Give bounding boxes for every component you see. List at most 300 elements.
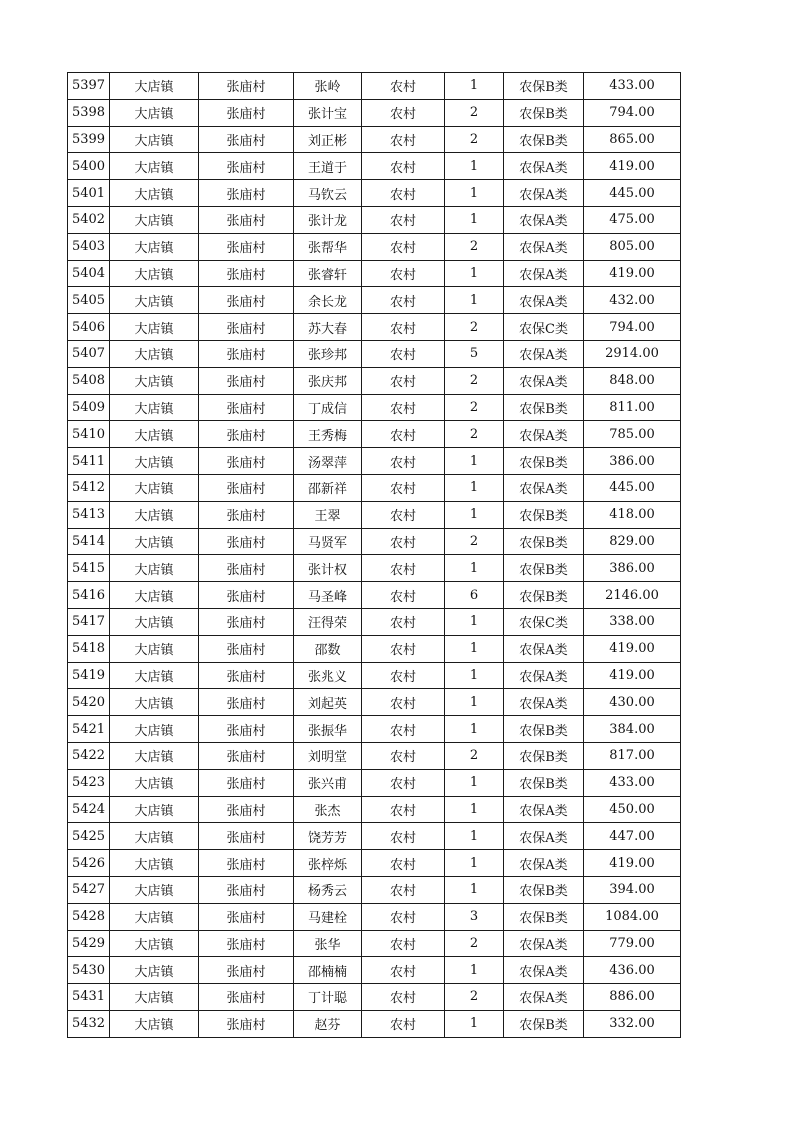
village-cell: 张庙村	[199, 850, 294, 877]
record-id-cell: 5402	[68, 206, 110, 233]
household-count-cell: 2	[445, 394, 504, 421]
household-count-cell: 1	[445, 448, 504, 475]
household-count-cell: 1	[445, 662, 504, 689]
table-row	[68, 126, 681, 153]
amount-cell: 794.00	[584, 99, 681, 126]
area-type-cell: 农村	[362, 99, 445, 126]
insurance-category-cell: 农保A类	[504, 233, 584, 260]
household-count-cell: 1	[445, 260, 504, 287]
record-id-cell: 5420	[68, 689, 110, 716]
person-name-cell: 刘正彬	[294, 126, 362, 153]
village-cell: 张庙村	[199, 99, 294, 126]
table-row	[68, 850, 681, 877]
area-type-cell: 农村	[362, 421, 445, 448]
amount-cell: 829.00	[584, 528, 681, 555]
table-row	[68, 287, 681, 314]
person-name-cell: 邵数	[294, 635, 362, 662]
table-row	[68, 99, 681, 126]
record-id-cell: 5417	[68, 608, 110, 635]
person-name-cell: 马建栓	[294, 903, 362, 930]
amount-cell: 418.00	[584, 501, 681, 528]
record-id-cell: 5408	[68, 367, 110, 394]
town-cell: 大店镇	[110, 314, 199, 341]
town-cell: 大店镇	[110, 73, 199, 100]
amount-cell: 886.00	[584, 984, 681, 1011]
area-type-cell: 农村	[362, 716, 445, 743]
amount-cell: 419.00	[584, 153, 681, 180]
household-count-cell: 1	[445, 876, 504, 903]
record-id-cell: 5397	[68, 73, 110, 100]
household-count-cell: 1	[445, 850, 504, 877]
insurance-category-cell: 农保C类	[504, 314, 584, 341]
area-type-cell: 农村	[362, 689, 445, 716]
village-cell: 张庙村	[199, 394, 294, 421]
person-name-cell: 苏大春	[294, 314, 362, 341]
person-name-cell: 汪得荣	[294, 608, 362, 635]
area-type-cell: 农村	[362, 153, 445, 180]
town-cell: 大店镇	[110, 903, 199, 930]
area-type-cell: 农村	[362, 582, 445, 609]
insurance-category-cell: 农保B类	[504, 99, 584, 126]
person-name-cell: 王道于	[294, 153, 362, 180]
record-id-cell: 5407	[68, 340, 110, 367]
record-id-cell: 5403	[68, 233, 110, 260]
village-cell: 张庙村	[199, 474, 294, 501]
village-cell: 张庙村	[199, 448, 294, 475]
household-count-cell: 1	[445, 206, 504, 233]
person-name-cell: 张梓烁	[294, 850, 362, 877]
household-count-cell: 1	[445, 823, 504, 850]
area-type-cell: 农村	[362, 528, 445, 555]
insurance-category-cell: 农保B类	[504, 501, 584, 528]
table-row	[68, 689, 681, 716]
insurance-category-cell: 农保B类	[504, 769, 584, 796]
area-type-cell: 农村	[362, 233, 445, 260]
town-cell: 大店镇	[110, 635, 199, 662]
household-count-cell: 1	[445, 73, 504, 100]
village-cell: 张庙村	[199, 635, 294, 662]
person-name-cell: 马圣峰	[294, 582, 362, 609]
record-id-cell: 5429	[68, 930, 110, 957]
area-type-cell: 农村	[362, 742, 445, 769]
table-row	[68, 260, 681, 287]
table-row	[68, 474, 681, 501]
village-cell: 张庙村	[199, 716, 294, 743]
amount-cell: 817.00	[584, 742, 681, 769]
person-name-cell: 马钦云	[294, 180, 362, 207]
insurance-category-cell: 农保C类	[504, 608, 584, 635]
amount-cell: 848.00	[584, 367, 681, 394]
amount-cell: 2914.00	[584, 340, 681, 367]
table-row	[68, 1010, 681, 1037]
amount-cell: 384.00	[584, 716, 681, 743]
town-cell: 大店镇	[110, 501, 199, 528]
town-cell: 大店镇	[110, 823, 199, 850]
amount-cell: 332.00	[584, 1010, 681, 1037]
insurance-category-cell: 农保A类	[504, 984, 584, 1011]
record-id-cell: 5399	[68, 126, 110, 153]
insurance-category-cell: 农保A类	[504, 153, 584, 180]
person-name-cell: 王秀梅	[294, 421, 362, 448]
amount-cell: 433.00	[584, 769, 681, 796]
town-cell: 大店镇	[110, 448, 199, 475]
insurance-category-cell: 农保A类	[504, 474, 584, 501]
person-name-cell: 饶芳芳	[294, 823, 362, 850]
record-id-cell: 5422	[68, 742, 110, 769]
table-row	[68, 608, 681, 635]
table-row	[68, 635, 681, 662]
town-cell: 大店镇	[110, 1010, 199, 1037]
household-count-cell: 1	[445, 474, 504, 501]
village-cell: 张庙村	[199, 957, 294, 984]
town-cell: 大店镇	[110, 260, 199, 287]
area-type-cell: 农村	[362, 662, 445, 689]
area-type-cell: 农村	[362, 850, 445, 877]
town-cell: 大店镇	[110, 126, 199, 153]
village-cell: 张庙村	[199, 769, 294, 796]
person-name-cell: 赵芬	[294, 1010, 362, 1037]
insurance-category-cell: 农保B类	[504, 876, 584, 903]
table-row	[68, 876, 681, 903]
person-name-cell: 张振华	[294, 716, 362, 743]
insurance-category-cell: 农保A类	[504, 850, 584, 877]
household-count-cell: 1	[445, 635, 504, 662]
village-cell: 张庙村	[199, 689, 294, 716]
village-cell: 张庙村	[199, 876, 294, 903]
table-row	[68, 957, 681, 984]
record-id-cell: 5428	[68, 903, 110, 930]
record-id-cell: 5406	[68, 314, 110, 341]
village-cell: 张庙村	[199, 1010, 294, 1037]
town-cell: 大店镇	[110, 689, 199, 716]
table-row	[68, 153, 681, 180]
person-name-cell: 汤翠萍	[294, 448, 362, 475]
amount-cell: 785.00	[584, 421, 681, 448]
record-id-cell: 5414	[68, 528, 110, 555]
person-name-cell: 王翠	[294, 501, 362, 528]
amount-cell: 394.00	[584, 876, 681, 903]
person-name-cell: 张兆义	[294, 662, 362, 689]
record-id-cell: 5401	[68, 180, 110, 207]
household-count-cell: 1	[445, 796, 504, 823]
table-row	[68, 823, 681, 850]
person-name-cell: 张珍邦	[294, 340, 362, 367]
village-cell: 张庙村	[199, 340, 294, 367]
table-row	[68, 340, 681, 367]
person-name-cell: 张计宝	[294, 99, 362, 126]
table-row	[68, 448, 681, 475]
area-type-cell: 农村	[362, 73, 445, 100]
table-row	[68, 769, 681, 796]
town-cell: 大店镇	[110, 528, 199, 555]
village-cell: 张庙村	[199, 180, 294, 207]
village-cell: 张庙村	[199, 555, 294, 582]
record-id-cell: 5418	[68, 635, 110, 662]
table-row	[68, 930, 681, 957]
table-row	[68, 582, 681, 609]
area-type-cell: 农村	[362, 340, 445, 367]
record-id-cell: 5425	[68, 823, 110, 850]
town-cell: 大店镇	[110, 153, 199, 180]
insurance-category-cell: 农保A类	[504, 662, 584, 689]
table-row	[68, 421, 681, 448]
area-type-cell: 农村	[362, 474, 445, 501]
household-count-cell: 1	[445, 689, 504, 716]
insurance-category-cell: 农保B类	[504, 582, 584, 609]
record-id-cell: 5415	[68, 555, 110, 582]
insurance-category-cell: 农保A类	[504, 957, 584, 984]
town-cell: 大店镇	[110, 180, 199, 207]
town-cell: 大店镇	[110, 984, 199, 1011]
household-count-cell: 5	[445, 340, 504, 367]
table-row	[68, 796, 681, 823]
person-name-cell: 张帮华	[294, 233, 362, 260]
record-id-cell: 5427	[68, 876, 110, 903]
household-count-cell: 1	[445, 153, 504, 180]
person-name-cell: 张计龙	[294, 206, 362, 233]
household-count-cell: 1	[445, 287, 504, 314]
record-id-cell: 5398	[68, 99, 110, 126]
area-type-cell: 农村	[362, 1010, 445, 1037]
insurance-category-cell: 农保B类	[504, 394, 584, 421]
village-cell: 张庙村	[199, 260, 294, 287]
person-name-cell: 张岭	[294, 73, 362, 100]
amount-cell: 865.00	[584, 126, 681, 153]
insurance-category-cell: 农保A类	[504, 796, 584, 823]
amount-cell: 386.00	[584, 555, 681, 582]
village-cell: 张庙村	[199, 73, 294, 100]
area-type-cell: 农村	[362, 555, 445, 582]
person-name-cell: 杨秀云	[294, 876, 362, 903]
table-row	[68, 716, 681, 743]
person-name-cell: 丁成信	[294, 394, 362, 421]
insurance-category-cell: 农保A类	[504, 635, 584, 662]
village-cell: 张庙村	[199, 501, 294, 528]
area-type-cell: 农村	[362, 180, 445, 207]
amount-cell: 2146.00	[584, 582, 681, 609]
household-count-cell: 2	[445, 126, 504, 153]
household-count-cell: 1	[445, 1010, 504, 1037]
amount-cell: 386.00	[584, 448, 681, 475]
area-type-cell: 农村	[362, 314, 445, 341]
insurance-category-cell: 农保B类	[504, 742, 584, 769]
town-cell: 大店镇	[110, 206, 199, 233]
record-id-cell: 5413	[68, 501, 110, 528]
record-id-cell: 5410	[68, 421, 110, 448]
village-cell: 张庙村	[199, 823, 294, 850]
roster-table	[67, 72, 681, 1038]
town-cell: 大店镇	[110, 421, 199, 448]
table-row	[68, 903, 681, 930]
area-type-cell: 农村	[362, 448, 445, 475]
table-row	[68, 742, 681, 769]
town-cell: 大店镇	[110, 287, 199, 314]
table-row	[68, 206, 681, 233]
amount-cell: 436.00	[584, 957, 681, 984]
insurance-category-cell: 农保B类	[504, 903, 584, 930]
area-type-cell: 农村	[362, 287, 445, 314]
village-cell: 张庙村	[199, 582, 294, 609]
person-name-cell: 刘明堂	[294, 742, 362, 769]
record-id-cell: 5419	[68, 662, 110, 689]
insurance-category-cell: 农保A类	[504, 260, 584, 287]
area-type-cell: 农村	[362, 635, 445, 662]
town-cell: 大店镇	[110, 608, 199, 635]
village-cell: 张庙村	[199, 662, 294, 689]
area-type-cell: 农村	[362, 394, 445, 421]
table-row	[68, 555, 681, 582]
town-cell: 大店镇	[110, 340, 199, 367]
insurance-category-cell: 农保B类	[504, 126, 584, 153]
household-count-cell: 6	[445, 582, 504, 609]
person-name-cell: 张华	[294, 930, 362, 957]
insurance-category-cell: 农保B类	[504, 448, 584, 475]
household-count-cell: 1	[445, 957, 504, 984]
record-id-cell: 5400	[68, 153, 110, 180]
person-name-cell: 张兴甫	[294, 769, 362, 796]
area-type-cell: 农村	[362, 260, 445, 287]
village-cell: 张庙村	[199, 796, 294, 823]
village-cell: 张庙村	[199, 984, 294, 1011]
record-id-cell: 5416	[68, 582, 110, 609]
person-name-cell: 马贤军	[294, 528, 362, 555]
town-cell: 大店镇	[110, 716, 199, 743]
insurance-category-cell: 农保A类	[504, 287, 584, 314]
household-count-cell: 1	[445, 608, 504, 635]
household-count-cell: 1	[445, 716, 504, 743]
insurance-category-cell: 农保A类	[504, 823, 584, 850]
amount-cell: 475.00	[584, 206, 681, 233]
table-row	[68, 501, 681, 528]
area-type-cell: 农村	[362, 930, 445, 957]
table-row	[68, 73, 681, 100]
person-name-cell: 刘起英	[294, 689, 362, 716]
town-cell: 大店镇	[110, 99, 199, 126]
table-row	[68, 528, 681, 555]
town-cell: 大店镇	[110, 662, 199, 689]
person-name-cell: 张睿轩	[294, 260, 362, 287]
household-count-cell: 2	[445, 314, 504, 341]
village-cell: 张庙村	[199, 233, 294, 260]
person-name-cell: 邵新祥	[294, 474, 362, 501]
household-count-cell: 2	[445, 742, 504, 769]
record-id-cell: 5430	[68, 957, 110, 984]
household-count-cell: 2	[445, 421, 504, 448]
town-cell: 大店镇	[110, 850, 199, 877]
household-count-cell: 2	[445, 99, 504, 126]
town-cell: 大店镇	[110, 555, 199, 582]
person-name-cell: 邵楠楠	[294, 957, 362, 984]
amount-cell: 450.00	[584, 796, 681, 823]
amount-cell: 338.00	[584, 608, 681, 635]
household-count-cell: 2	[445, 984, 504, 1011]
area-type-cell: 农村	[362, 876, 445, 903]
village-cell: 张庙村	[199, 421, 294, 448]
insurance-category-cell: 农保B类	[504, 73, 584, 100]
person-name-cell: 余长龙	[294, 287, 362, 314]
insurance-category-cell: 农保A类	[504, 367, 584, 394]
insurance-category-cell: 农保A类	[504, 340, 584, 367]
household-count-cell: 1	[445, 555, 504, 582]
insurance-category-cell: 农保A类	[504, 180, 584, 207]
amount-cell: 419.00	[584, 260, 681, 287]
insurance-category-cell: 农保A类	[504, 421, 584, 448]
amount-cell: 811.00	[584, 394, 681, 421]
roster-table-body	[68, 73, 681, 1038]
person-name-cell: 张计权	[294, 555, 362, 582]
area-type-cell: 农村	[362, 501, 445, 528]
area-type-cell: 农村	[362, 823, 445, 850]
village-cell: 张庙村	[199, 153, 294, 180]
table-row	[68, 394, 681, 421]
record-id-cell: 5423	[68, 769, 110, 796]
village-cell: 张庙村	[199, 608, 294, 635]
record-id-cell: 5404	[68, 260, 110, 287]
insurance-category-cell: 农保B类	[504, 555, 584, 582]
insurance-category-cell: 农保B类	[504, 1010, 584, 1037]
amount-cell: 779.00	[584, 930, 681, 957]
record-id-cell: 5405	[68, 287, 110, 314]
village-cell: 张庙村	[199, 903, 294, 930]
town-cell: 大店镇	[110, 394, 199, 421]
village-cell: 张庙村	[199, 367, 294, 394]
town-cell: 大店镇	[110, 769, 199, 796]
town-cell: 大店镇	[110, 474, 199, 501]
village-cell: 张庙村	[199, 742, 294, 769]
amount-cell: 419.00	[584, 662, 681, 689]
record-id-cell: 5421	[68, 716, 110, 743]
table-row	[68, 314, 681, 341]
amount-cell: 433.00	[584, 73, 681, 100]
town-cell: 大店镇	[110, 957, 199, 984]
table-row	[68, 984, 681, 1011]
village-cell: 张庙村	[199, 314, 294, 341]
town-cell: 大店镇	[110, 796, 199, 823]
table-row	[68, 233, 681, 260]
amount-cell: 445.00	[584, 180, 681, 207]
amount-cell: 794.00	[584, 314, 681, 341]
household-count-cell: 3	[445, 903, 504, 930]
area-type-cell: 农村	[362, 367, 445, 394]
insurance-category-cell: 农保B类	[504, 716, 584, 743]
area-type-cell: 农村	[362, 769, 445, 796]
record-id-cell: 5426	[68, 850, 110, 877]
town-cell: 大店镇	[110, 233, 199, 260]
amount-cell: 419.00	[584, 635, 681, 662]
person-name-cell: 丁计聪	[294, 984, 362, 1011]
household-count-cell: 2	[445, 367, 504, 394]
household-count-cell: 1	[445, 769, 504, 796]
area-type-cell: 农村	[362, 206, 445, 233]
amount-cell: 1084.00	[584, 903, 681, 930]
household-count-cell: 1	[445, 501, 504, 528]
table-row	[68, 662, 681, 689]
amount-cell: 432.00	[584, 287, 681, 314]
record-id-cell: 5409	[68, 394, 110, 421]
town-cell: 大店镇	[110, 367, 199, 394]
village-cell: 张庙村	[199, 287, 294, 314]
insurance-category-cell: 农保A类	[504, 206, 584, 233]
record-id-cell: 5424	[68, 796, 110, 823]
area-type-cell: 农村	[362, 126, 445, 153]
household-count-cell: 2	[445, 930, 504, 957]
household-count-cell: 2	[445, 528, 504, 555]
village-cell: 张庙村	[199, 206, 294, 233]
table-row	[68, 367, 681, 394]
village-cell: 张庙村	[199, 528, 294, 555]
insurance-category-cell: 农保A类	[504, 689, 584, 716]
record-id-cell: 5411	[68, 448, 110, 475]
